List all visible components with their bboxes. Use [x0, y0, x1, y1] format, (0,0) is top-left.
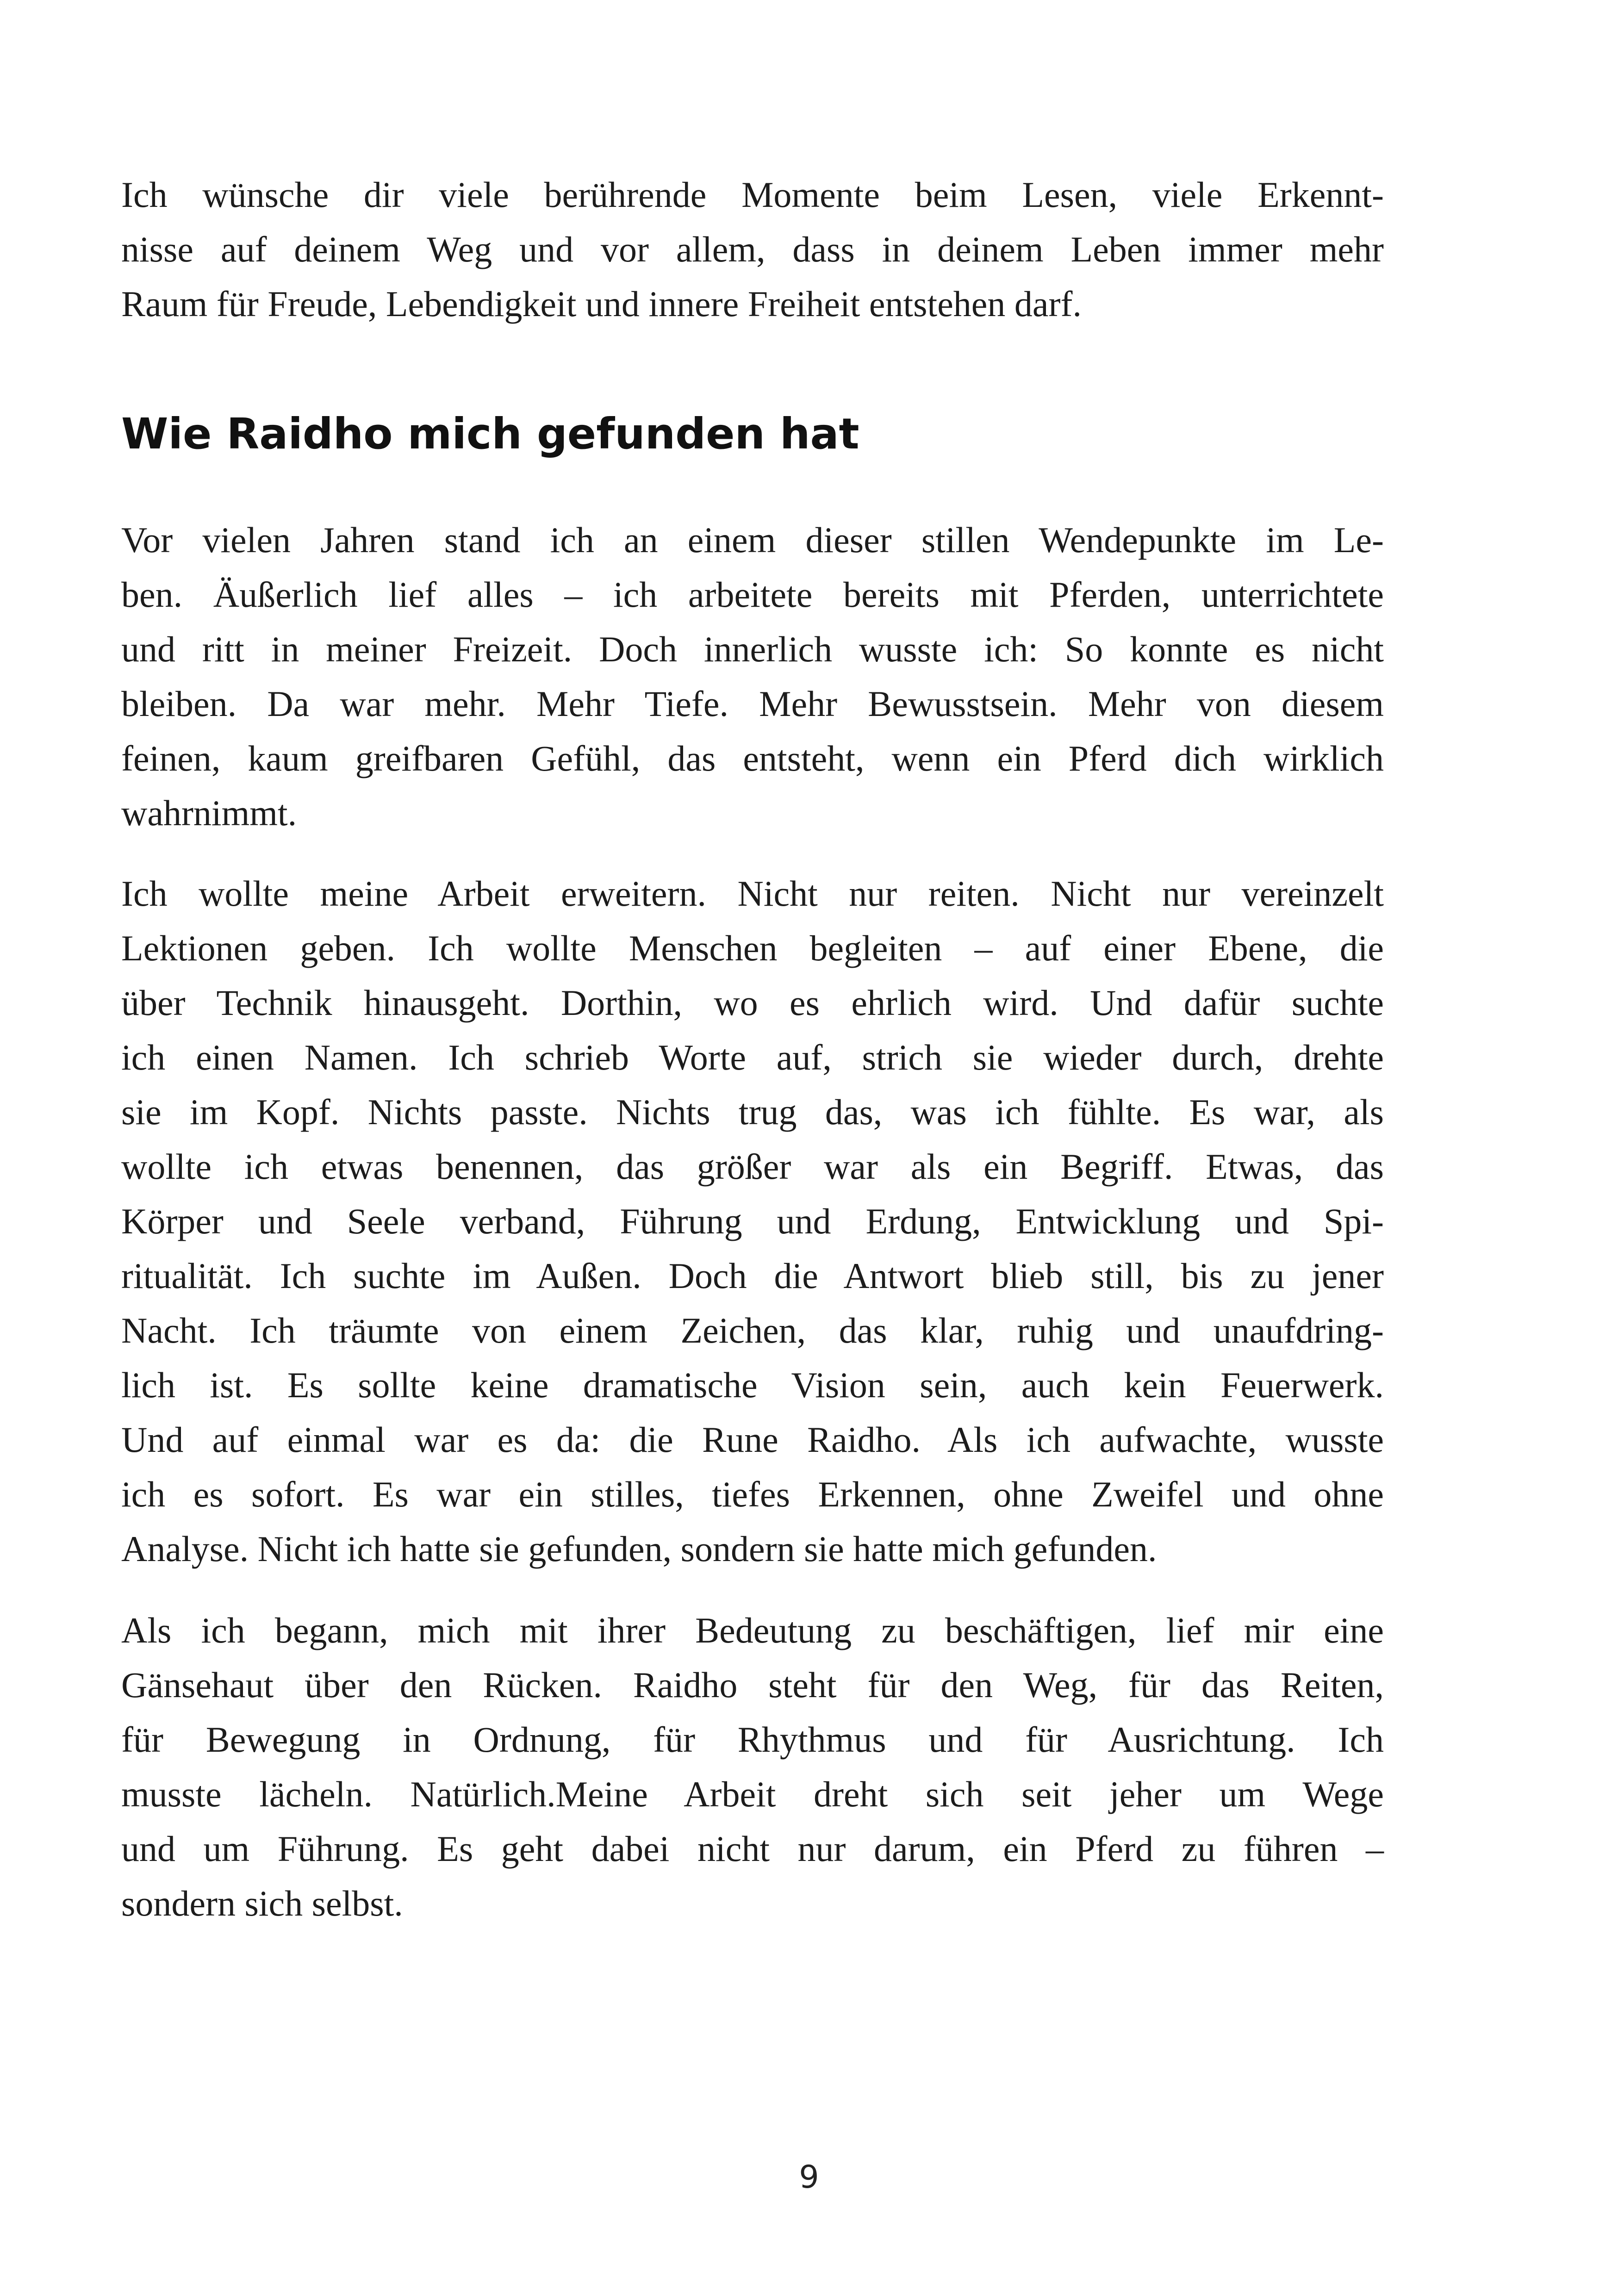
text-line: Vor vielen Jahren stand ich an einem dieser stillen Wendepunkte im Le- [121, 520, 1384, 560]
text-line: ich einen Namen. Ich schrieb Worte auf, strich sie wieder durch, drehte [121, 1037, 1384, 1077]
text-line: wahrnimmt. [121, 793, 297, 833]
body-paragraph [121, 1603, 1384, 1931]
text-line: Ich wollte meine Arbeit erweitern. Nicht nur reiten. Nicht nur vereinzelt [121, 873, 1384, 914]
page-number: 9 [799, 2159, 819, 2196]
text-line: Gänsehaut über den Rücken. Raidho steht für den Weg, für das Reiten, [121, 1665, 1384, 1705]
text-line: Ich wünsche dir viele berührende Momente beim Lesen, viele Erkennt- [121, 174, 1384, 215]
text-line: ritualität. Ich suchte im Außen. Doch die Antwort blieb still, bis zu jener [121, 1256, 1384, 1296]
text-line: Körper und Seele verband, Führung und Erdung, Entwicklung und Spi- [121, 1201, 1384, 1241]
text-line: wollte ich etwas benennen, das größer war als ein Begriff. Etwas, das [121, 1146, 1384, 1187]
text-line: Raum für Freude, Lebendigkeit und innere Freiheit entstehen darf. [121, 284, 1082, 324]
text-line: sondern sich selbst. [121, 1883, 403, 1923]
text-line: ich es sofort. Es war ein stilles, tiefes Erkennen, ohne Zweifel und ohne [121, 1474, 1384, 1514]
body-paragraph [121, 513, 1384, 840]
text-line: Und auf einmal war es da: die Rune Raidho. Als ich aufwachte, wusste [121, 1419, 1384, 1460]
text-line: und um Führung. Es geht dabei nicht nur darum, ein Pferd zu führen – [121, 1829, 1384, 1869]
text-line: musste lächeln. Natürlich.Meine Arbeit dreht sich seit jeher um Wege [121, 1774, 1384, 1814]
text-line: sie im Kopf. Nichts passte. Nichts trug das, was ich fühlte. Es war, als [121, 1092, 1384, 1132]
text-line: bleiben. Da war mehr. Mehr Tiefe. Mehr Bewusstsein. Mehr von diesem [121, 684, 1384, 724]
text-line: und ritt in meiner Freizeit. Doch innerlich wusste ich: So konnte es nicht [121, 629, 1384, 669]
text-line: über Technik hinausgeht. Dorthin, wo es ehrlich wird. Und dafür suchte [121, 983, 1384, 1023]
text-line: feinen, kaum greifbaren Gefühl, das entsteht, wenn ein Pferd dich wirklich [121, 738, 1384, 778]
section-heading: Wie Raidho mich gefunden hat [121, 409, 859, 459]
text-line: Analyse. Nicht ich hatte sie gefunden, sondern sie hatte mich gefunden. [121, 1529, 1157, 1569]
text-line: ben. Äußerlich lief alles – ich arbeitete bereits mit Pferden, unterrichtete [121, 574, 1384, 615]
text-line: nisse auf deinem Weg und vor allem, dass in deinem Leben immer mehr [121, 229, 1384, 269]
text-line: lich ist. Es sollte keine dramatische Vision sein, auch kein Feuerwerk. [121, 1365, 1384, 1405]
intro-paragraph [121, 168, 1384, 331]
text-line: Nacht. Ich träumte von einem Zeichen, das klar, ruhig und unaufdring- [121, 1310, 1384, 1350]
text-line: Als ich begann, mich mit ihrer Bedeutung zu beschäftigen, lief mir eine [121, 1610, 1384, 1650]
text-line: für Bewegung in Ordnung, für Rhythmus und für Ausrichtung. Ich [121, 1719, 1384, 1760]
body-paragraph [121, 866, 1384, 1576]
text-line: Lektionen geben. Ich wollte Menschen begleiten – auf einer Ebene, die [121, 928, 1384, 968]
